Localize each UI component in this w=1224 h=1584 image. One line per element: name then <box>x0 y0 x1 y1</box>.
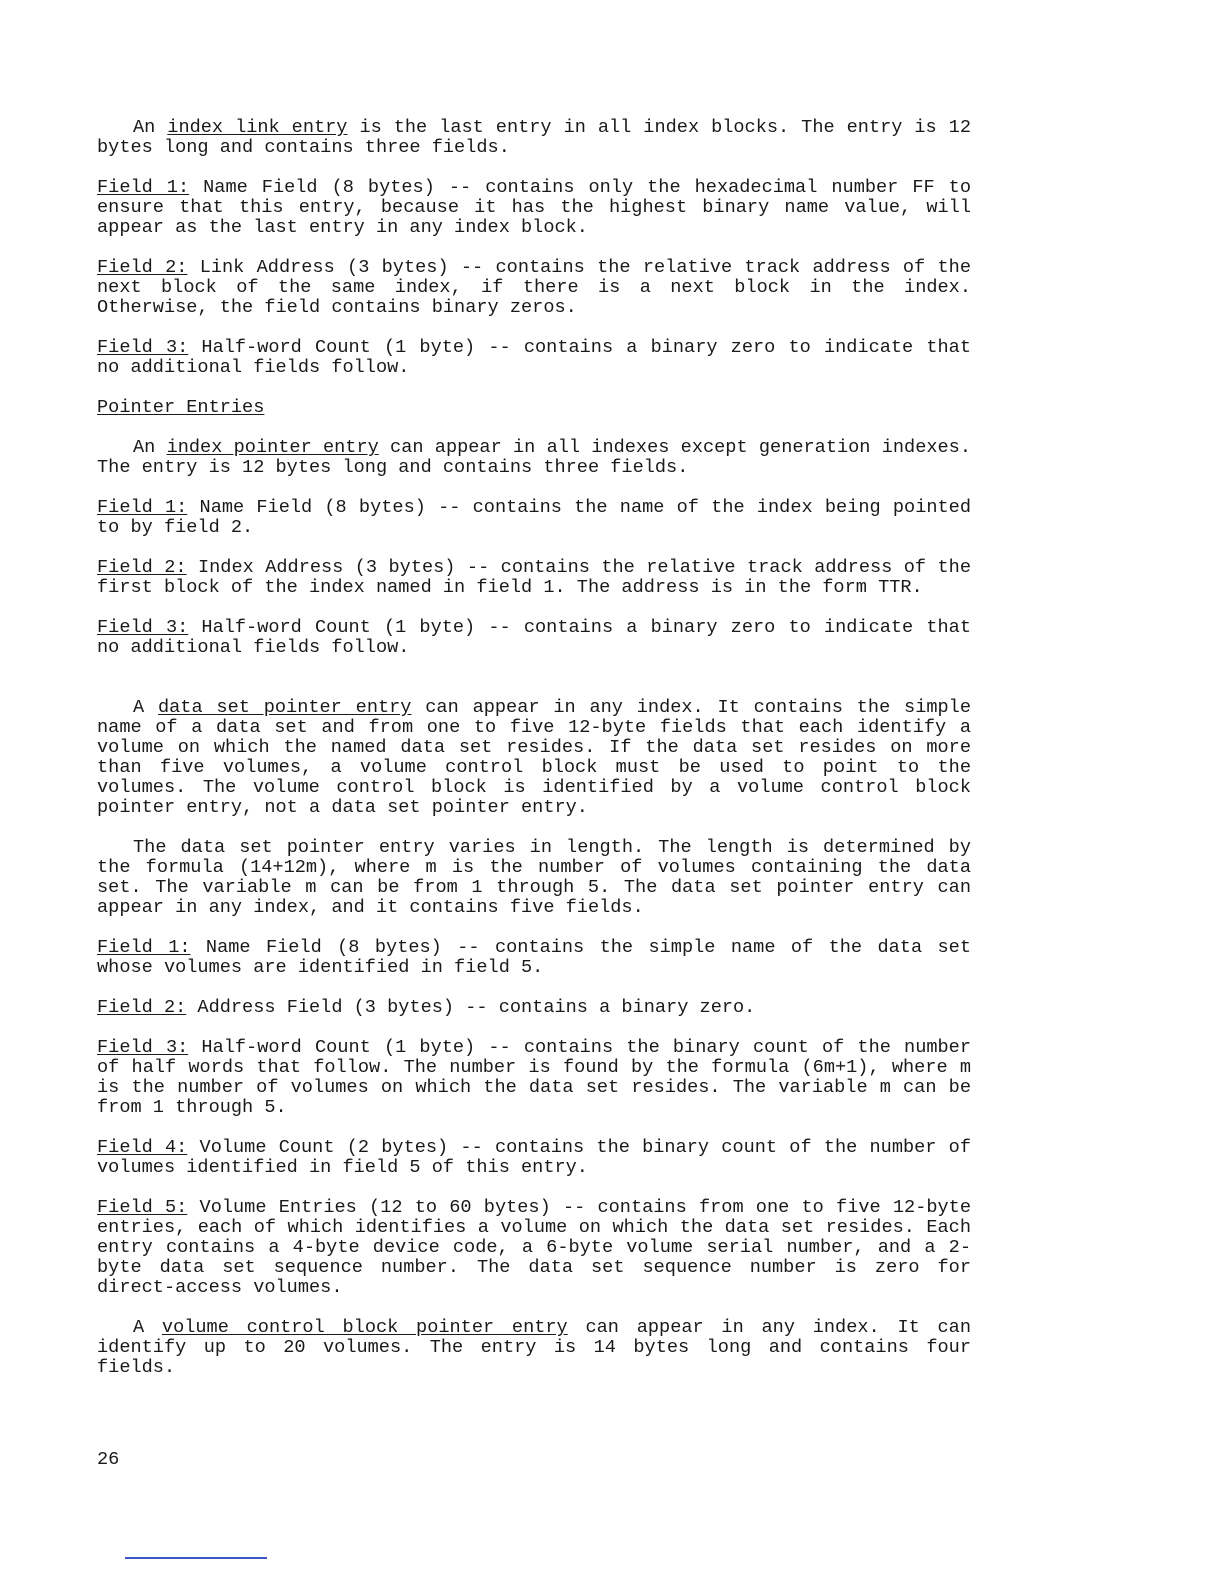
field-label: Field 2: <box>97 257 188 278</box>
index-pointer-term: index pointer entry <box>166 437 379 458</box>
data-set-pointer-field-5: Field 5: Volume Entries (12 to 60 bytes) -- contains from one to five 12-byte entries, each of which identifies a volume on which the data set resides. Each entry contains a 4-byte device code, a 6-byte volume serial number, and a 2-byte data set sequence number. The data set sequence number is zero for direct-access volumes. <box>97 1197 971 1298</box>
volume-control-block-pointer-term: volume control block pointer entry <box>161 1317 568 1338</box>
footer-rule <box>125 1557 267 1559</box>
field-label: Field 3: <box>97 1037 189 1058</box>
index-link-field-1: Field 1: Name Field (8 bytes) -- contains only the hexadecimal number FF to ensure that this entry, because it has the highest binary name value, will appear as the last entry in any index block. <box>97 177 971 238</box>
index-pointer-field-2: Field 2: Index Address (3 bytes) -- contains the relative track address of the first block of the index named in field 1. The address is in the form TTR. <box>97 557 971 598</box>
volume-control-block-pointer-intro: A volume control block pointer entry can appear in any index. It can identify up to 20 volumes. The entry is 14 bytes long and contains four fields. <box>97 1317 971 1378</box>
data-set-pointer-field-3: Field 3: Half-word Count (1 byte) -- contains the binary count of the number of half words that follow. The number is found by the formula (6m+1), where m is the number of volumes on which the data set resides. The variable m can be from 1 through 5. <box>97 1037 971 1118</box>
field-label: Field 2: <box>97 557 187 578</box>
field-label: Field 1: <box>97 937 191 958</box>
page-number: 26 <box>97 1449 120 1470</box>
index-pointer-field-1: Field 1: Name Field (8 bytes) -- contains the name of the index being pointed to by field 2. <box>97 497 971 538</box>
index-link-intro: An index link entry is the last entry in all index blocks. The entry is 12 bytes long and contains three fields. <box>97 117 971 158</box>
field-label: Field 1: <box>97 177 190 198</box>
index-pointer-intro: An index pointer entry can appear in all indexes except generation indexes. The entry is 12 bytes long and contains three fields. <box>97 437 971 478</box>
data-set-pointer-term: data set pointer entry <box>157 697 412 718</box>
data-set-pointer-field-4: Field 4: Volume Count (2 bytes) -- contains the binary count of the number of volumes identified in field 5 of this entry. <box>97 1137 971 1178</box>
field-label: Field 3: <box>97 617 189 638</box>
index-link-term: index link entry <box>167 117 348 138</box>
field-label: Field 2: <box>97 997 187 1018</box>
field-label: Field 1: <box>97 497 188 518</box>
data-set-pointer-intro: A data set pointer entry can appear in any index. It contains the simple name of a data set and from one to five 12-byte fields that each identify a volume on which the named data set resides. If the data set resides on more than five volumes, a volume control block must be used to point to the volumes. The volume control block is identified by a volume control block pointer entry, not a data set pointer entry. <box>97 697 971 818</box>
field-label: Field 5: <box>97 1197 188 1218</box>
index-link-field-3: Field 3: Half-word Count (1 byte) -- contains a binary zero to indicate that no additional fields follow. <box>97 337 971 378</box>
field-label: Field 4: <box>97 1137 188 1158</box>
data-set-pointer-field-1: Field 1: Name Field (8 bytes) -- contains the simple name of the data set whose volumes are identified in field 5. <box>97 937 971 978</box>
index-link-field-2: Field 2: Link Address (3 bytes) -- contains the relative track address of the next block of the same index, if there is a next block in the index. Otherwise, the field contains binary zeros. <box>97 257 971 318</box>
field-label: Field 3: <box>97 337 189 358</box>
section-heading-pointer-entries: Pointer Entries <box>97 397 265 418</box>
document-page <box>97 118 971 1398</box>
index-pointer-field-3: Field 3: Half-word Count (1 byte) -- contains a binary zero to indicate that no additional fields follow. <box>97 617 971 658</box>
section-gap <box>97 678 971 698</box>
data-set-pointer-field-2: Field 2: Address Field (3 bytes) -- contains a binary zero. <box>97 997 756 1018</box>
data-set-pointer-length: The data set pointer entry varies in length. The length is determined by the formula (14+12m), where m is the number of volumes containing the data set. The variable m can be from 1 through 5. The data set pointer entry can appear in any index, and it contains five fields. <box>97 837 971 918</box>
